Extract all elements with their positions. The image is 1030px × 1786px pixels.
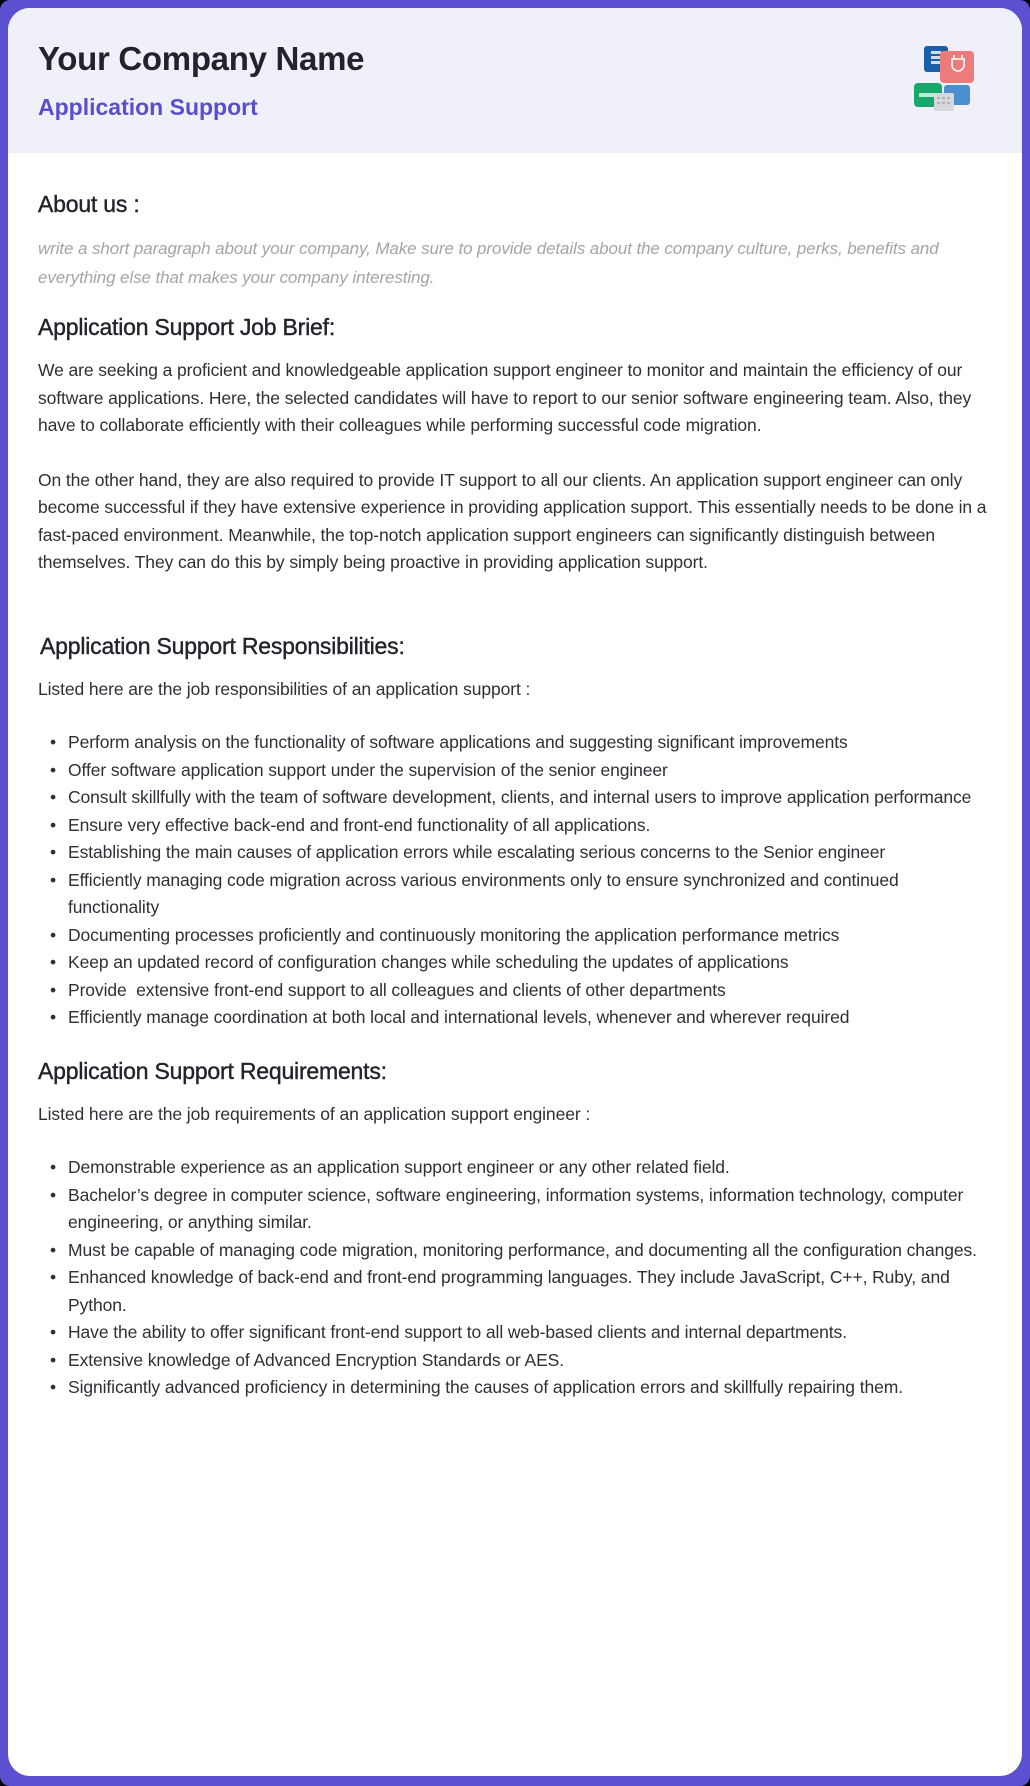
responsibilities-list [38, 729, 992, 1032]
job-brief-heading: Application Support Job Brief: [38, 314, 336, 340]
bullet-icon: • [50, 732, 57, 752]
responsibilities-section [38, 577, 992, 1032]
list-item [50, 729, 992, 757]
about-heading: About us : [38, 191, 140, 217]
requirements-list [38, 1154, 992, 1402]
list-item-text: Efficiently manage coordination at both local and international levels, whenever and wherever required [68, 1007, 850, 1027]
list-item [50, 1319, 992, 1347]
responsibilities-heading: Application Support Responsibilities: [40, 632, 405, 659]
job-brief-paragraph: On the other hand, they are also required to provide IT support to all our clients. An application support engineer can only become successful if they have extensive experience in providing application support. This essentially needs to be done in a fast-paced environment. Meanwhile, the top-notch application support engineers can significantly distinguish between themselves. They can do this by simply being proactive in providing application support. [38, 469, 987, 572]
list-item [50, 1264, 992, 1319]
list-item-text: Ensure very effective back-end and front-end functionality of all applications. [68, 814, 651, 835]
company-name: Your Company Name [38, 40, 365, 77]
bullet-icon: • [50, 814, 57, 835]
bullet-icon: • [50, 1007, 57, 1027]
list-item-text: Significantly advanced proficiency in determining the causes of application errors and skillfully repairing them. [68, 1377, 903, 1397]
list-item [50, 1374, 992, 1402]
requirements-intro: Listed here are the job requirements of an application support engineer : [38, 1103, 591, 1124]
list-item-text: Consult skillfully with the team of software development, clients, and internal users to improve application performance [68, 787, 972, 807]
list-item-text: Bachelor’s degree in computer science, software engineering, information systems, information technology, computer engineering, or anything similar. [68, 1184, 964, 1232]
list-item-text: Provide extensive front-end support to all colleagues and clients of other departments [68, 979, 726, 1000]
list-item [50, 812, 992, 840]
bullet-icon: • [50, 924, 57, 945]
list-item [50, 922, 992, 950]
about-text: write a short paragraph about your company, Make sure to provide details about the company culture, perks, benefits and everything else that makes your company interesting. [38, 239, 939, 287]
list-item [50, 867, 992, 922]
list-item-text: Have the ability to offer significant front-end support to all web-based clients and internal departments. [68, 1322, 847, 1342]
list-item [50, 1347, 992, 1375]
list-item [50, 1182, 992, 1237]
list-item-text: Efficiently managing code migration across various environments only to ensure synchronized and continued functionality [68, 869, 899, 917]
list-item-text: Establishing the main causes of application errors while escalating serious concerns to the Senior engineer [68, 842, 886, 862]
list-item-text: Must be capable of managing code migration, monitoring performance, and documenting all the configuration changes. [68, 1239, 977, 1260]
requirements-heading: Application Support Requirements: [38, 1057, 387, 1084]
header [8, 8, 1022, 153]
list-item-text: Perform analysis on the functionality of software applications and suggesting significant improvements [68, 732, 848, 752]
bullet-icon: • [50, 1322, 57, 1342]
responsibilities-intro: Listed here are the job responsibilities of an application support : [38, 678, 531, 699]
list-item-text: Extensive knowledge of Advanced Encryption Standards or AES. [68, 1349, 564, 1370]
requirements-section [38, 1032, 992, 1402]
bullet-icon: • [50, 759, 57, 780]
content [8, 153, 1022, 1402]
bullet-icon: • [50, 1239, 57, 1260]
list-item [50, 1237, 992, 1265]
list-item-text: Demonstrable experience as an application support engineer or any other related field. [68, 1157, 730, 1177]
job-board-logo-icon [912, 43, 982, 113]
job-brief-paragraph: We are seeking a proficient and knowledgeable application support engineer to monitor and maintain the efficiency of our software applications. Here, the selected candidates will have to report to our senior software engineering team. Also, they have to collaborate efficiently with their colleagues while performing successful code migration. [38, 360, 972, 435]
job-brief-section [38, 292, 992, 577]
list-item [50, 839, 992, 867]
bullet-icon: • [50, 979, 57, 1000]
list-item [50, 977, 992, 1005]
about-section [38, 153, 992, 292]
job-title: Application Support [38, 94, 258, 120]
job-description-card [8, 8, 1022, 1776]
bullet-icon: • [50, 1349, 57, 1370]
bullet-icon: • [50, 1184, 57, 1205]
list-item [50, 1154, 992, 1182]
list-item-text: Enhanced knowledge of back-end and front-end programming languages. They include JavaScript, C++, Ruby, and Python. [68, 1267, 950, 1315]
list-item [50, 1004, 992, 1032]
list-item [50, 757, 992, 785]
list-item-text: Documenting processes proficiently and continuously monitoring the application performance metrics [68, 924, 840, 945]
list-item [50, 784, 992, 812]
bullet-icon: • [50, 1157, 57, 1177]
bullet-icon: • [50, 842, 57, 862]
bullet-icon: • [50, 952, 57, 972]
bullet-icon: • [50, 787, 57, 807]
bullet-icon: • [50, 1377, 57, 1397]
bullet-icon: • [50, 869, 57, 890]
list-item-text: Keep an updated record of configuration changes while scheduling the updates of applications [68, 952, 789, 972]
list-item [50, 949, 992, 977]
list-item-text: Offer software application support under the supervision of the senior engineer [68, 759, 668, 780]
bullet-icon: • [50, 1267, 57, 1287]
